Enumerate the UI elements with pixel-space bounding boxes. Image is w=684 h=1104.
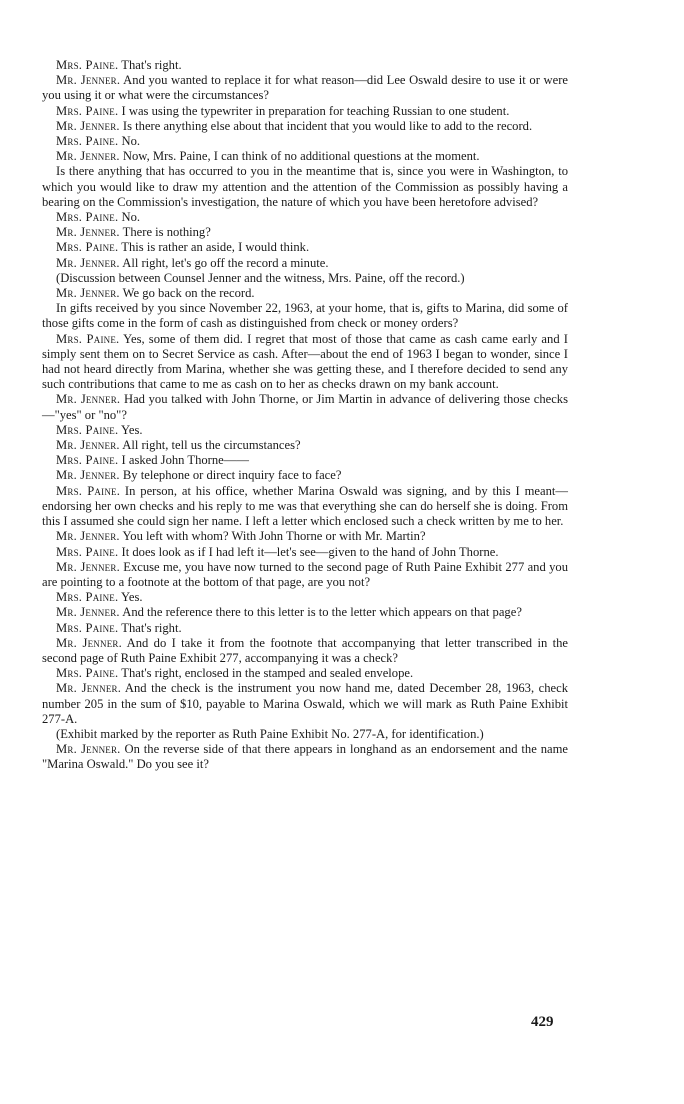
paragraph-text: Yes, some of them did. I regret that most of those that came as cash came early and I simply sent them on to Secret Service as cash. After—about the end of 1963 I began to wonder, since I had not heard directly from Marina, whether she was getting these, and I therefore decided to send any such contributions that came to me as cash on to her as checks drawn on my bank account. [42,331,569,392]
speaker-label: Mr. Jenner. [56,635,122,650]
paragraph-text: (Exhibit marked by the reporter as Ruth Paine Exhibit No. 277-A, for identification.) [56,726,484,741]
transcript-paragraph [42,529,568,544]
paragraph-text: No. [121,134,141,149]
page-number: 429 [531,1014,554,1030]
transcript-paragraph [42,545,568,560]
transcript-paragraph [42,149,568,164]
transcript-paragraph [42,742,568,772]
paragraph-text: By telephone or direct inquiry face to face? [122,468,342,483]
paragraph-text: All right, tell us the circumstances? [122,438,301,453]
speaker-label: Mr. Jenner. [56,255,120,270]
paragraph-text: That's right. [121,58,182,72]
speaker-label: Mr. Jenner. [56,742,121,757]
transcript-paragraph [42,468,568,483]
transcript-paragraph [42,423,568,438]
transcript-paragraph [42,301,568,331]
transcript-paragraph [42,286,568,301]
paragraph-text: And you wanted to replace it for what reason—did Lee Oswald desire to use it or were you using it or what were the circumstances? [42,73,568,103]
speaker-label: Mrs. Paine. [56,453,119,468]
speaker-label: Mrs. Paine. [56,134,119,149]
speaker-label: Mrs. Paine. [56,620,119,635]
speaker-label: Mr. Jenner. [56,559,120,574]
transcript-paragraph [42,681,568,727]
paragraph-text: And the check is the instrument you now hand me, dated December 28, 1963, check number 205 in the sum of $10, payable to Marina Oswald, which we will mark as Ruth Paine Exhibit 277-A. [42,681,568,726]
speaker-label: Mrs. Paine. [56,58,119,72]
paragraph-text: Yes. [121,590,143,605]
transcript-paragraph [42,484,568,530]
paragraph-text: Yes. [121,422,143,437]
transcript-paragraph [42,225,568,240]
speaker-label: Mr. Jenner. [56,468,120,483]
paragraph-text: On the reverse side of that there appears in longhand as an endorsement and the name "Marina Oswald." Do you see it? [42,742,568,772]
paragraph-text: There is nothing? [122,225,211,240]
transcript-paragraph [42,210,568,225]
paragraph-text: All right, let's go off the record a minute. [122,255,329,270]
transcript-paragraph [42,271,568,286]
transcript-paragraph [42,605,568,620]
paragraph-text: That's right. [121,620,182,635]
transcript-paragraph [42,256,568,271]
speaker-label: Mr. Jenner. [56,73,121,88]
transcript-paragraph [42,621,568,636]
transcript-paragraph [42,134,568,149]
paragraph-text: And the reference there to this letter is to the letter which appears on that page? [122,605,522,620]
paragraph-text: That's right, enclosed in the stamped and sealed envelope. [121,666,414,681]
transcript-paragraph [42,590,568,605]
paragraph-text: This is rather an aside, I would think. [121,240,310,255]
speaker-label: Mrs. Paine. [56,240,119,255]
speaker-label: Mr. Jenner. [56,605,120,620]
transcript-body [42,58,568,773]
speaker-label: Mr. Jenner. [56,286,120,301]
paragraph-text: You left with whom? With John Thorne or with Mr. Martin? [122,529,426,544]
paragraph-text: Is there anything else about that incident that you would like to add to the record. [122,118,533,133]
paragraph-text: I asked John Thorne—— [121,453,249,468]
transcript-paragraph [42,58,568,73]
transcript-paragraph [42,560,568,590]
transcript-paragraph [42,119,568,134]
paragraph-text: Excuse me, you have now turned to the second page of Ruth Paine Exhibit 277 and you are pointing to a footnote at the bottom of that page, are you not? [42,559,569,589]
speaker-label: Mr. Jenner. [56,118,120,133]
paragraph-text: Now, Mrs. Paine, I can think of no additional questions at the moment. [122,149,480,164]
speaker-label: Mrs. Paine. [56,422,119,437]
transcript-paragraph [42,240,568,255]
speaker-label: Mrs. Paine. [56,544,119,559]
transcript-paragraph [42,666,568,681]
paragraph-text: It does look as if I had left it—let's see—given to the hand of John Thorne. [121,544,499,559]
transcript-paragraph [42,636,568,666]
transcript-paragraph [42,164,568,210]
transcript-paragraph [42,104,568,119]
speaker-label: Mr. Jenner. [56,225,120,240]
speaker-label: Mr. Jenner. [56,681,122,696]
speaker-label: Mr. Jenner. [56,149,120,164]
speaker-label: Mrs. Paine. [56,331,120,346]
paragraph-text: We go back on the record. [122,286,255,301]
transcript-paragraph [42,453,568,468]
transcript-paragraph [42,332,568,393]
speaker-label: Mr. Jenner. [56,392,121,407]
paragraph-text: (Discussion between Counsel Jenner and the witness, Mrs. Paine, off the record.) [56,270,465,285]
paragraph-text: In person, at his office, whether Marina Oswald was signing, and by this I meant—endorsing her own checks and his reply to me was that everything she can do herself she is doing. From this I assumed she could sign her name. I left a letter which enclosed such a check written by me to her. [42,483,568,529]
speaker-label: Mrs. Paine. [56,483,121,498]
transcript-paragraph [42,392,568,422]
speaker-label: Mr. Jenner. [56,438,120,453]
paragraph-text: In gifts received by you since November 22, 1963, at your home, that is, gifts to Marina, did some of those gifts come in the form of cash as distinguished from check or money orders? [42,301,568,331]
paragraph-text: And do I take it from the footnote that accompanying that letter transcribed in the second page of Ruth Paine Exhibit 277, accompanying it was a check? [42,635,568,665]
speaker-label: Mrs. Paine. [56,666,119,681]
speaker-label: Mrs. Paine. [56,103,119,118]
speaker-label: Mr. Jenner. [56,529,120,544]
paragraph-text: No. [121,210,141,225]
speaker-label: Mrs. Paine. [56,210,119,225]
transcript-paragraph [42,438,568,453]
transcript-paragraph [42,727,568,742]
paragraph-text: Had you talked with John Thorne, or Jim Martin in advance of delivering those checks—"yes" or "no"? [42,392,568,422]
paragraph-text: I was using the typewriter in preparation for teaching Russian to one student. [121,103,510,118]
paragraph-text: Is there anything that has occurred to you in the meantime that is, since you were in Washington, to which you would like to draw my attention and the attention of the Commission as possibly having a bearing on the Commission's investigation, the nature of which you have been heretofore advised? [42,164,568,209]
speaker-label: Mrs. Paine. [56,590,119,605]
transcript-paragraph [42,73,568,103]
